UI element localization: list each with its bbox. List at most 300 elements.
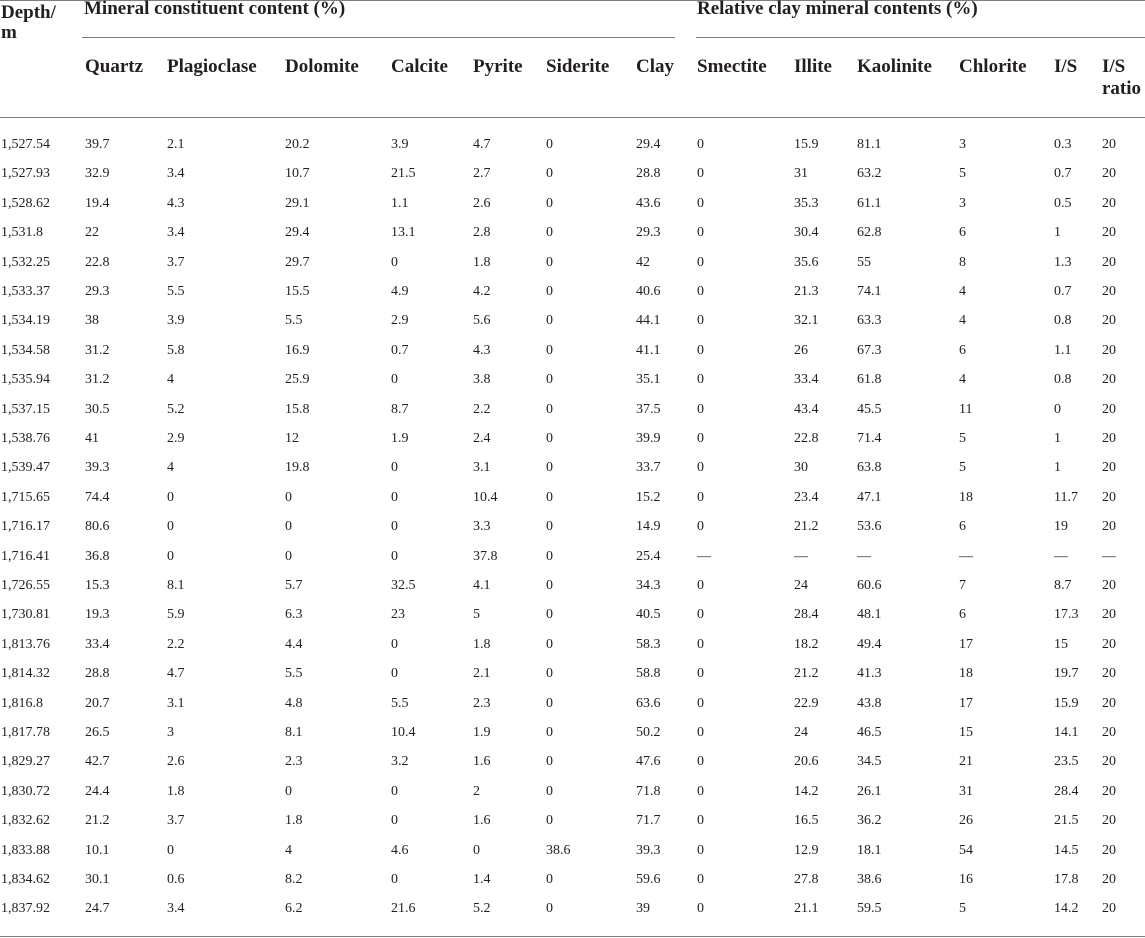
table-cell: 61.1 — [857, 195, 882, 211]
table-cell: 1.9 — [391, 431, 409, 446]
table-cell: 1.1 — [1054, 342, 1072, 358]
table-cell: 15 — [1054, 636, 1068, 652]
table-cell: 0 — [697, 225, 704, 241]
table-cell: 2.6 — [167, 754, 185, 770]
table-cell: 21.3 — [794, 284, 819, 299]
table-cell: 0 — [391, 666, 398, 682]
depth-cell: 1,833.88 — [1, 842, 50, 858]
table-cell: 0 — [546, 754, 553, 770]
table-cell: 4.6 — [391, 842, 409, 858]
table-cell: 0.7 — [1054, 166, 1072, 182]
table-cell: 14.5 — [1054, 842, 1079, 858]
table-cell: 23.4 — [794, 489, 819, 505]
table-cell: 3.4 — [167, 225, 185, 241]
table-cell: 8.7 — [391, 401, 409, 417]
table-cell: 20 — [1102, 725, 1116, 740]
table-cell: 4.3 — [473, 342, 491, 358]
table-cell: 0 — [697, 725, 704, 740]
table-cell: 2.1 — [473, 666, 491, 682]
table-cell: 0.8 — [1054, 372, 1072, 388]
table-cell: 0 — [546, 813, 553, 829]
table-cell: 0 — [546, 372, 553, 388]
table-cell: 0 — [697, 519, 704, 535]
table-cell: 0 — [697, 254, 704, 270]
table-cell: 5.5 — [167, 284, 185, 299]
table-cell: 0.7 — [1054, 284, 1072, 299]
table-cell: 43.8 — [857, 695, 882, 711]
table-cell: 6 — [959, 225, 966, 241]
table-cell: 0 — [697, 695, 704, 711]
table-cell: 26.5 — [85, 725, 110, 740]
table-cell: 0 — [546, 695, 553, 711]
group-rule-mineral — [82, 37, 675, 38]
table-cell: 0 — [546, 431, 553, 446]
depth-header-line2: m — [1, 22, 17, 43]
table-cell: 63.8 — [857, 460, 882, 476]
group-rule-clay — [696, 37, 1145, 38]
table-cell: 0 — [285, 548, 292, 564]
column-header-clay: Clay — [636, 56, 674, 77]
table-cell: 61.8 — [857, 372, 882, 388]
table-cell: 58.3 — [636, 636, 661, 652]
table-cell: 0 — [697, 195, 704, 211]
table-cell: 29.4 — [636, 137, 661, 152]
table-cell: 41.1 — [636, 342, 661, 358]
table-cell: 2.3 — [473, 695, 491, 711]
table-cell: 0 — [697, 166, 704, 182]
table-cell: 24.4 — [85, 783, 110, 799]
table-cell: 0 — [546, 519, 553, 535]
table-cell: 15.2 — [636, 489, 661, 505]
table-cell: 0 — [697, 431, 704, 446]
table-cell: 39.7 — [85, 137, 110, 152]
table-cell: 2.4 — [473, 431, 491, 446]
table-cell: 0 — [546, 195, 553, 211]
table-cell: 5 — [473, 607, 480, 623]
table-cell: 0 — [167, 489, 174, 505]
table-cell: — — [959, 548, 973, 564]
table-cell: 11 — [959, 401, 973, 417]
table-cell: 20 — [1102, 225, 1116, 241]
table-cell: 6.2 — [285, 901, 303, 917]
table-cell: 22 — [85, 225, 99, 241]
table-cell: 0.6 — [167, 872, 185, 887]
table-cell: 4.4 — [285, 636, 303, 652]
table-cell: 3.7 — [167, 254, 185, 270]
table-cell: 5.2 — [167, 401, 185, 417]
depth-cell: 1,726.55 — [1, 578, 50, 593]
table-cell: 74.4 — [85, 489, 110, 505]
table-cell: 4.9 — [391, 284, 409, 299]
table-cell: 0 — [391, 636, 398, 652]
table-cell: 17 — [959, 695, 973, 711]
table-cell: 0 — [546, 901, 553, 917]
table-cell: 47.1 — [857, 489, 882, 505]
table-cell: 63.3 — [857, 313, 882, 329]
table-cell: 0 — [546, 783, 553, 799]
table-cell: 0 — [285, 489, 292, 505]
depth-cell: 1,535.94 — [1, 372, 50, 388]
table-cell: 1 — [1054, 431, 1061, 446]
table-cell: 19.3 — [85, 607, 110, 623]
table-cell: 1.3 — [1054, 254, 1072, 270]
table-cell: 5.2 — [473, 901, 491, 917]
table-cell: 20 — [1102, 166, 1116, 182]
table-cell: 31 — [959, 783, 973, 799]
table-cell: 15.3 — [85, 578, 110, 593]
table-cell: 18 — [959, 666, 973, 682]
table-cell: 15 — [959, 725, 973, 740]
table-cell: 20.7 — [85, 695, 110, 711]
table-cell: 59.6 — [636, 872, 661, 887]
table-cell: 4.2 — [473, 284, 491, 299]
table-cell: 3.9 — [167, 313, 185, 329]
table-cell: 30.5 — [85, 401, 110, 417]
table-cell: 40.6 — [636, 284, 661, 299]
table-cell: — — [857, 548, 871, 564]
table-cell: 32.1 — [794, 313, 819, 329]
table-cell: 18.1 — [857, 842, 882, 858]
column-header-plagioclase: Plagioclase — [167, 56, 257, 77]
table-cell: 50.2 — [636, 725, 661, 740]
table-cell: 0 — [546, 137, 553, 152]
table-cell: 20 — [1102, 607, 1116, 623]
table-cell: 0 — [697, 813, 704, 829]
table-cell: 20 — [1102, 901, 1116, 917]
depth-cell: 1,832.62 — [1, 813, 50, 829]
table-cell: 3.7 — [167, 813, 185, 829]
table-cell: 20 — [1102, 842, 1116, 858]
table-cell: 33.4 — [85, 636, 110, 652]
table-cell: 15.9 — [794, 137, 819, 152]
table-cell: 3.9 — [391, 137, 409, 152]
table-cell: 0 — [697, 372, 704, 388]
table-cell: 8.1 — [285, 725, 303, 740]
table-cell: 5.5 — [391, 695, 409, 711]
table-cell: 29.3 — [85, 284, 110, 299]
table-cell: 81.1 — [857, 137, 882, 152]
table-cell: 2.6 — [473, 195, 491, 211]
table-cell: 0 — [697, 313, 704, 329]
table-cell: 0 — [697, 901, 704, 917]
table-cell: 21 — [959, 754, 973, 770]
table-cell: 21.6 — [391, 901, 416, 917]
table-cell: 21.5 — [1054, 813, 1079, 829]
table-cell: 2 — [473, 783, 480, 799]
table-cell: 8 — [959, 254, 966, 270]
table-cell: 16.9 — [285, 342, 310, 358]
table-cell: 1.8 — [473, 636, 491, 652]
table-cell: 71.7 — [636, 813, 661, 829]
table-cell: 0 — [546, 460, 553, 476]
table-cell: 22.9 — [794, 695, 819, 711]
table-cell: 0 — [1054, 401, 1061, 417]
table-cell: 4.1 — [473, 578, 491, 593]
depth-cell: 1,531.8 — [1, 225, 43, 241]
table-cell: 0 — [546, 254, 553, 270]
table-cell: 7 — [959, 578, 966, 593]
depth-cell: 1,527.54 — [1, 137, 50, 152]
table-cell: 1.8 — [167, 783, 185, 799]
table-cell: 0.3 — [1054, 137, 1072, 152]
table-cell: 20 — [1102, 372, 1116, 388]
table-cell: 0 — [391, 813, 398, 829]
table-cell: 20 — [1102, 636, 1116, 652]
table-cell: 0 — [697, 578, 704, 593]
table-cell: 19.7 — [1054, 666, 1079, 682]
depth-cell: 1,527.93 — [1, 166, 50, 182]
table-cell: 0 — [546, 725, 553, 740]
table-cell: 39 — [636, 901, 650, 917]
table-cell: 37.5 — [636, 401, 661, 417]
column-header-is: I/S — [1054, 56, 1078, 77]
table-cell: 48.1 — [857, 607, 882, 623]
table-cell: 55 — [857, 254, 871, 270]
table-cell: 20 — [1102, 666, 1116, 682]
table-cell: 67.3 — [857, 342, 882, 358]
depth-cell: 1,817.78 — [1, 725, 50, 740]
table-cell: 3.4 — [167, 901, 185, 917]
table-cell: 28.4 — [794, 607, 819, 623]
table-cell: 21.2 — [794, 666, 819, 682]
table-cell: 49.4 — [857, 636, 882, 652]
table-cell: — — [697, 548, 711, 564]
table-cell: 35.6 — [794, 254, 819, 270]
table-cell: 41 — [85, 431, 99, 446]
table-cell: 43.4 — [794, 401, 819, 417]
table-cell: 4.3 — [167, 195, 185, 211]
table-cell: 2.8 — [473, 225, 491, 241]
column-header-calcite: Calcite — [391, 56, 448, 77]
table-cell: 71.4 — [857, 431, 882, 446]
table-cell: 4 — [285, 842, 292, 858]
table-cell: 36.2 — [857, 813, 882, 829]
depth-cell: 1,814.32 — [1, 666, 50, 682]
table-cell: 0 — [473, 842, 480, 858]
table-cell: 0 — [546, 342, 553, 358]
table-cell: 31.2 — [85, 342, 110, 358]
table-cell: 0 — [167, 548, 174, 564]
table-cell: 3.8 — [473, 372, 491, 388]
table-cell: 20 — [1102, 872, 1116, 887]
table-cell: 29.7 — [285, 254, 310, 270]
column-header-dolomite: Dolomite — [285, 56, 359, 77]
table-cell: 10.1 — [85, 842, 110, 858]
table-cell: 5 — [959, 431, 966, 446]
depth-header-line1: Depth/ — [1, 2, 56, 23]
table-cell: 19 — [1054, 519, 1068, 535]
table-cell: 0 — [167, 842, 174, 858]
table-cell: 53.6 — [857, 519, 882, 535]
table-cell: 8.2 — [285, 872, 303, 887]
table-cell: 0 — [546, 401, 553, 417]
table-cell: 37.8 — [473, 548, 498, 564]
table-cell: 2.9 — [167, 431, 185, 446]
table-cell: 16 — [959, 872, 973, 887]
table-cell: 0.5 — [1054, 195, 1072, 211]
table-cell: — — [1102, 548, 1116, 564]
table-cell: 20 — [1102, 519, 1116, 535]
table-cell: — — [1054, 548, 1068, 564]
table-cell: 20 — [1102, 401, 1116, 417]
depth-cell: 1,534.58 — [1, 342, 50, 358]
table-cell: 8.7 — [1054, 578, 1072, 593]
table-cell: 20 — [1102, 254, 1116, 270]
bottom-rule — [0, 936, 1145, 937]
table-cell: 35.3 — [794, 195, 819, 211]
table-cell: 5.7 — [285, 578, 303, 593]
table-cell: 60.6 — [857, 578, 882, 593]
group-header-clay: Relative clay mineral contents (%) — [697, 0, 978, 19]
table-cell: 26 — [959, 813, 973, 829]
table-cell: 36.8 — [85, 548, 110, 564]
table-cell: 21.2 — [85, 813, 110, 829]
table-cell: 44.1 — [636, 313, 661, 329]
table-cell: 23 — [391, 607, 405, 623]
table-cell: 0.8 — [1054, 313, 1072, 329]
table-cell: 16.5 — [794, 813, 819, 829]
table-cell: 2.9 — [391, 313, 409, 329]
table-cell: 18.2 — [794, 636, 819, 652]
table-cell: 6 — [959, 342, 966, 358]
table-cell: 4.7 — [167, 666, 185, 682]
table-cell: 28.8 — [85, 666, 110, 682]
table-cell: 5.8 — [167, 342, 185, 358]
table-cell: 20 — [1102, 695, 1116, 711]
table-cell: 45.5 — [857, 401, 882, 417]
table-cell: 1.8 — [285, 813, 303, 829]
table-cell: 39.3 — [636, 842, 661, 858]
table-cell: 0 — [391, 254, 398, 270]
table-cell: 3.1 — [167, 695, 185, 711]
depth-cell: 1,834.62 — [1, 872, 50, 887]
header-bottom-rule — [0, 117, 1145, 118]
table-cell: 20.2 — [285, 137, 310, 152]
table-cell: 0 — [391, 460, 398, 476]
table-cell: 0 — [391, 548, 398, 564]
table-cell: 14.2 — [794, 783, 819, 799]
table-cell: 20.6 — [794, 754, 819, 770]
table-cell: 39.3 — [85, 460, 110, 476]
table-cell: 15.5 — [285, 284, 310, 299]
table-cell: 1.9 — [473, 725, 491, 740]
table-cell: 46.5 — [857, 725, 882, 740]
table-cell: 14.1 — [1054, 725, 1079, 740]
table-cell: 4 — [959, 372, 966, 388]
table-cell: 4 — [167, 372, 174, 388]
table-cell: 11.7 — [1054, 489, 1078, 505]
table-cell: 0 — [697, 783, 704, 799]
table-cell: 27.8 — [794, 872, 819, 887]
table-cell: 62.8 — [857, 225, 882, 241]
table-cell: 28.8 — [636, 166, 661, 182]
table-cell: 17 — [959, 636, 973, 652]
table-cell: 0 — [285, 783, 292, 799]
column-header-kaolinite: Kaolinite — [857, 56, 932, 77]
table-cell: 0 — [391, 489, 398, 505]
table-cell: 0 — [697, 342, 704, 358]
table-cell: 3.3 — [473, 519, 491, 535]
table-cell: 5.5 — [285, 666, 303, 682]
table-cell: 38.6 — [546, 842, 571, 858]
table-cell: 34.3 — [636, 578, 661, 593]
table-cell: 0 — [546, 872, 553, 887]
column-header-siderite: Siderite — [546, 56, 610, 77]
table-cell: 0 — [167, 519, 174, 535]
depth-cell: 1,537.15 — [1, 401, 50, 417]
table-cell: 13.1 — [391, 225, 416, 241]
table-cell: 20 — [1102, 313, 1116, 329]
table-cell: 0 — [697, 636, 704, 652]
table-cell: 20 — [1102, 431, 1116, 446]
table-cell: 43.6 — [636, 195, 661, 211]
table-cell: 63.6 — [636, 695, 661, 711]
table-cell: 0 — [697, 607, 704, 623]
table-cell: 5 — [959, 460, 966, 476]
table-cell: 3.4 — [167, 166, 185, 182]
table-cell: 0 — [697, 137, 704, 152]
table-cell: 6.3 — [285, 607, 303, 623]
table-cell: 24.7 — [85, 901, 110, 917]
table-cell: 0 — [546, 166, 553, 182]
table-cell: 20 — [1102, 783, 1116, 799]
table-cell: 5 — [959, 901, 966, 917]
table-cell: 0 — [697, 284, 704, 299]
table-cell: 19.4 — [85, 195, 110, 211]
table-cell: 20 — [1102, 489, 1116, 505]
table-cell: 42.7 — [85, 754, 110, 770]
table-cell: 29.4 — [285, 225, 310, 241]
depth-cell: 1,837.92 — [1, 901, 50, 917]
table-cell: 2.1 — [167, 137, 185, 152]
table-cell: 4.7 — [473, 137, 491, 152]
table-cell: 5.6 — [473, 313, 491, 329]
table-cell: 10.7 — [285, 166, 310, 182]
table-cell: 21.5 — [391, 166, 416, 182]
table-cell: 22.8 — [794, 431, 819, 446]
depth-cell: 1,816.8 — [1, 695, 43, 711]
table-cell: 5 — [959, 166, 966, 182]
table-cell: 24 — [794, 725, 808, 740]
table-cell: 8.1 — [167, 578, 185, 593]
table-cell: 12.9 — [794, 842, 819, 858]
table-cell: 58.8 — [636, 666, 661, 682]
table-cell: 26 — [794, 342, 808, 358]
table-cell: 29.3 — [636, 225, 661, 241]
table-cell: 0 — [546, 225, 553, 241]
table-cell: 4.8 — [285, 695, 303, 711]
table-cell: 30.1 — [85, 872, 110, 887]
table-cell: 15.8 — [285, 401, 310, 417]
table-cell: 1.6 — [473, 754, 491, 770]
table-cell: 0 — [697, 489, 704, 505]
table-cell: 0 — [697, 872, 704, 887]
table-cell: 20 — [1102, 754, 1116, 770]
table-cell: 2.7 — [473, 166, 491, 182]
table-cell: 10.4 — [391, 725, 416, 740]
column-header-is-ratio-line2: ratio — [1102, 78, 1142, 99]
table-cell: 33.7 — [636, 460, 661, 476]
table-cell: 39.9 — [636, 431, 661, 446]
depth-cell: 1,534.19 — [1, 313, 50, 329]
table-cell: 14.9 — [636, 519, 661, 535]
table-cell: 0 — [546, 666, 553, 682]
column-header-is-ratio-line1: I/S — [1102, 56, 1126, 77]
table-cell: 30 — [794, 460, 808, 476]
table-cell: 35.1 — [636, 372, 661, 388]
depth-cell: 1,539.47 — [1, 460, 50, 476]
table-cell: 4 — [959, 284, 966, 299]
